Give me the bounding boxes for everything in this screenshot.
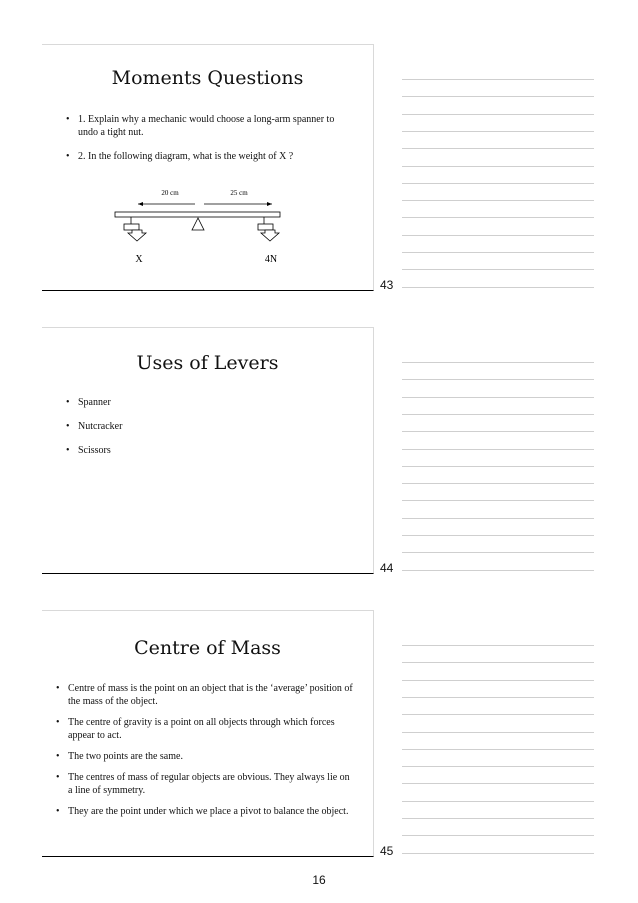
list-item: • The centre of gravity is a point on all objects through which forces appear to act. [56,716,355,742]
note-line [402,662,594,663]
note-line [402,96,594,97]
note-line [402,483,594,484]
note-line [402,79,594,80]
note-line [402,466,594,467]
note-line [402,166,594,167]
note-line [402,680,594,681]
note-line [402,200,594,201]
note-line [402,749,594,750]
note-line [402,397,594,398]
left-distance-label: 20 cm [161,189,179,197]
slide-title: Moments Questions [111,67,304,89]
slide-title: Centre of Mass [134,637,281,659]
note-line [402,217,594,218]
list-item: • 1. Explain why a mechanic would choose a long-arm spanner to undo a tight nut. [66,113,355,139]
note-line [402,801,594,802]
right-distance-arrow [204,202,272,206]
list-item: • They are the point under which we place a pivot to balance the object. [56,805,355,818]
left-weight [124,217,146,241]
page-number: 16 [312,873,326,887]
note-line [402,500,594,501]
slide-45 [42,610,374,857]
note-line [402,449,594,450]
list-item: • Centre of mass is the point on an object that is the ‘average’ position of the mass of the object. [56,682,355,708]
bullet-list [66,396,355,468]
note-line [402,431,594,432]
left-distance-arrow [138,202,195,206]
note-line [402,697,594,698]
pivot-triangle [192,218,204,230]
slide-43 [42,44,374,291]
list-item: • Nutcracker [66,420,355,433]
slide-44 [42,327,374,574]
bullet-list [56,682,355,826]
note-line [402,714,594,715]
list-item: • The centres of mass of regular objects are obvious. They always lie on a line of symmetry. [56,771,355,797]
note-line [402,414,594,415]
lever-diagram [42,183,374,283]
note-line [402,552,594,553]
note-line [402,518,594,519]
4n-weight-label: 4N [264,254,278,265]
note-line [402,835,594,836]
list-item: • Spanner [66,396,355,409]
note-line [402,235,594,236]
note-line [402,114,594,115]
note-line [402,183,594,184]
note-line [402,766,594,767]
list-item: • 2. In the following diagram, what is the weight of X ? [66,150,355,163]
note-line [402,645,594,646]
slide-number: 45 [380,844,394,858]
note-line [402,535,594,536]
x-weight-label: X [135,254,143,265]
note-line [402,362,594,363]
bullet-list [66,113,355,174]
slide-number: 44 [380,561,394,575]
lever-beam [115,212,280,217]
note-line [402,783,594,784]
note-line [402,252,594,253]
note-line [402,148,594,149]
note-line [402,379,594,380]
note-line [402,269,594,270]
note-line [402,131,594,132]
slide-number: 43 [380,278,394,292]
right-weight [258,217,279,241]
right-distance-label: 25 cm [230,189,248,197]
slide-title: Uses of Levers [136,352,279,374]
note-line [402,287,594,288]
note-line [402,853,594,854]
note-line [402,732,594,733]
note-line [402,818,594,819]
list-item: • The two points are the same. [56,750,355,763]
list-item: • Scissors [66,444,355,457]
note-line [402,570,594,571]
